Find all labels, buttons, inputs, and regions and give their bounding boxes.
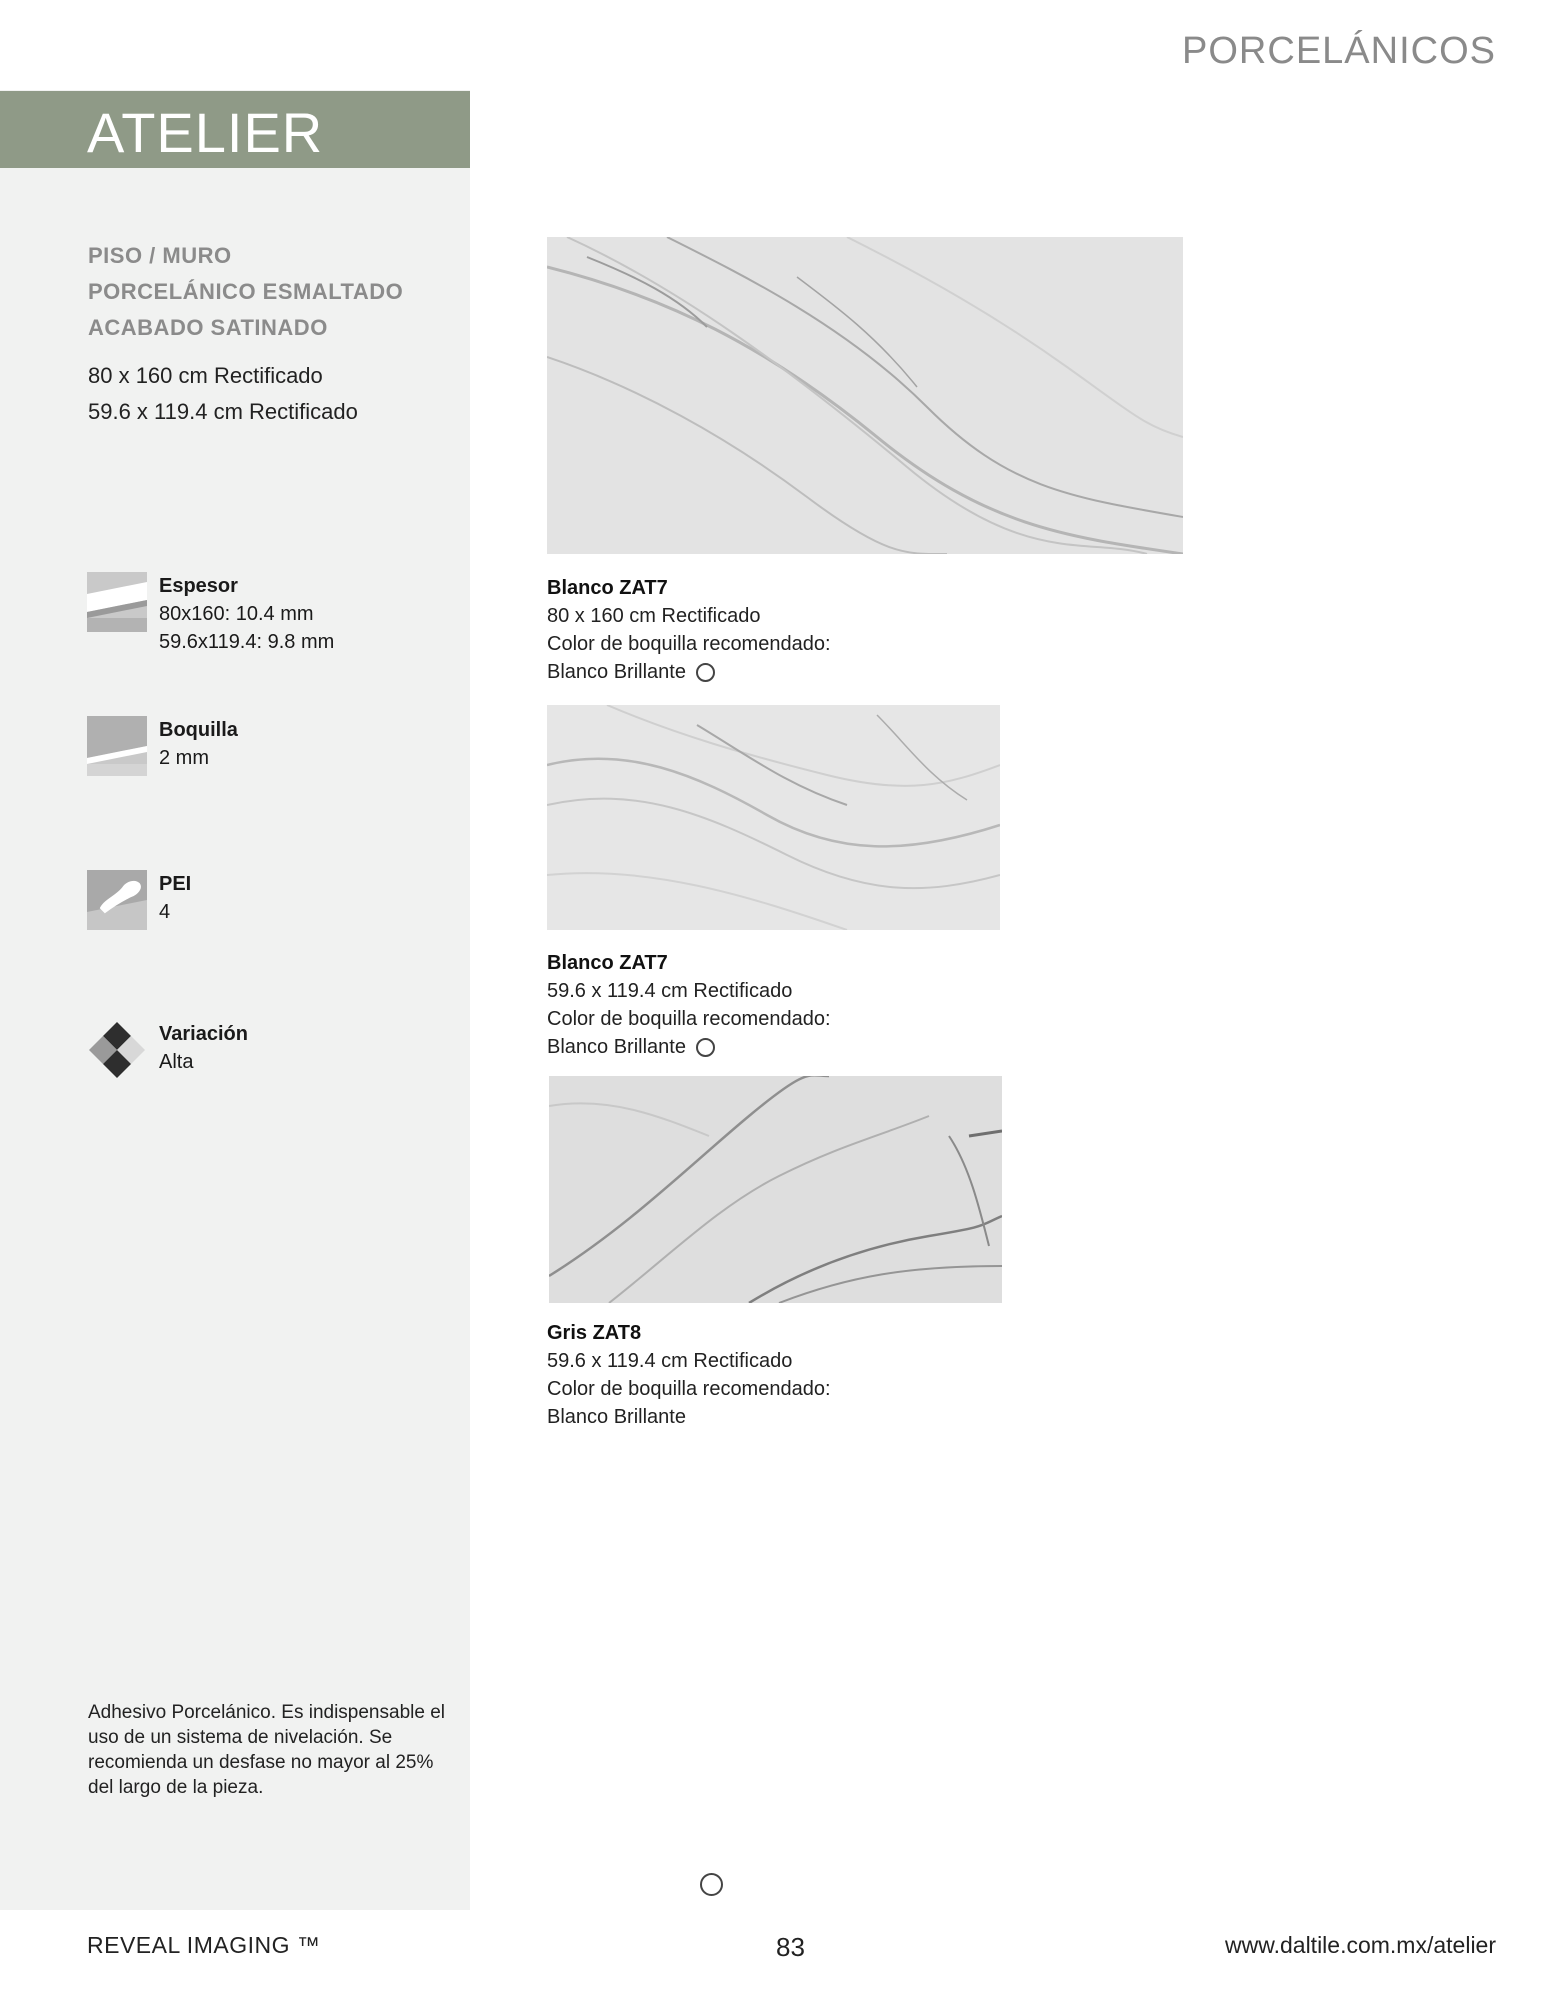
attribute-value: 59.6x119.4: 9.8 mm xyxy=(159,631,335,653)
attribute-value: 2 mm xyxy=(159,747,209,769)
collection-title: ATELIER xyxy=(87,101,324,164)
size-item: 80 x 160 cm Rectificado xyxy=(88,363,323,388)
attribute-value: 4 xyxy=(159,901,171,923)
product-caption xyxy=(547,574,831,686)
spec-heading-finish: ACABADO SATINADO xyxy=(88,315,328,340)
product-name: Blanco ZAT7 xyxy=(547,577,668,599)
page-number: 83 xyxy=(776,1932,805,1962)
spec-headings xyxy=(88,238,403,346)
attribute-label: Espesor xyxy=(159,575,238,597)
tile-image-blanco-59x119 xyxy=(547,705,1000,930)
installation-note: Adhesivo Porcelánico. Es indispensable el uso de un sistema de nivelación. Se recomienda un desfase no mayor al 25% del largo de la pieza. xyxy=(88,1702,445,1798)
product-name: Blanco ZAT7 xyxy=(547,952,668,974)
grout-color xyxy=(547,1033,831,1061)
spec-heading-material: PORCELÁNICO ESMALTADO xyxy=(88,279,404,304)
grout-label: Color de boquilla recomendado: xyxy=(547,1378,831,1400)
size-item: 59.6 x 119.4 cm Rectificado xyxy=(88,399,358,424)
attribute-value: 80x160: 10.4 mm xyxy=(159,603,314,625)
grout-swatch xyxy=(696,1038,715,1057)
attribute-value: Alta xyxy=(159,1051,194,1073)
category-label: PORCELÁNICOS xyxy=(1182,30,1496,72)
spec-heading-use: PISO / MURO xyxy=(88,243,232,268)
size-list xyxy=(88,358,358,430)
tile-image-gris-59x119 xyxy=(549,1076,1002,1303)
footer-url[interactable]: www.daltile.com.mx/atelier xyxy=(1225,1932,1496,1958)
foot-traffic-icon xyxy=(87,870,147,930)
product-caption xyxy=(547,1319,831,1431)
grout-swatch xyxy=(700,1873,723,1896)
tile-image-blanco-80x160 xyxy=(547,237,1183,554)
attribute-label: Boquilla xyxy=(159,719,238,741)
grout-color-name: Blanco Brillante xyxy=(547,661,686,683)
grout-color-name: Blanco Brillante xyxy=(547,1036,686,1058)
grout-joint-icon xyxy=(87,716,147,776)
grout-color: Blanco Brillante xyxy=(547,1406,686,1428)
grout-swatch xyxy=(696,663,715,682)
grout-label: Color de boquilla recomendado: xyxy=(547,633,831,655)
grout-color xyxy=(547,658,831,686)
product-caption xyxy=(547,949,831,1061)
product-size: 59.6 x 119.4 cm Rectificado xyxy=(547,1350,793,1372)
attribute-label: PEI xyxy=(159,873,192,895)
footer-brand: REVEAL IMAGING ™ xyxy=(87,1932,321,1958)
grout-label: Color de boquilla recomendado: xyxy=(547,1008,831,1030)
product-name: Gris ZAT8 xyxy=(547,1322,642,1344)
attribute-label: Variación xyxy=(159,1023,248,1045)
product-size: 80 x 160 cm Rectificado xyxy=(547,605,761,627)
shade-variation-icon xyxy=(87,1020,147,1080)
thickness-icon xyxy=(87,572,147,632)
product-size: 59.6 x 119.4 cm Rectificado xyxy=(547,980,793,1002)
